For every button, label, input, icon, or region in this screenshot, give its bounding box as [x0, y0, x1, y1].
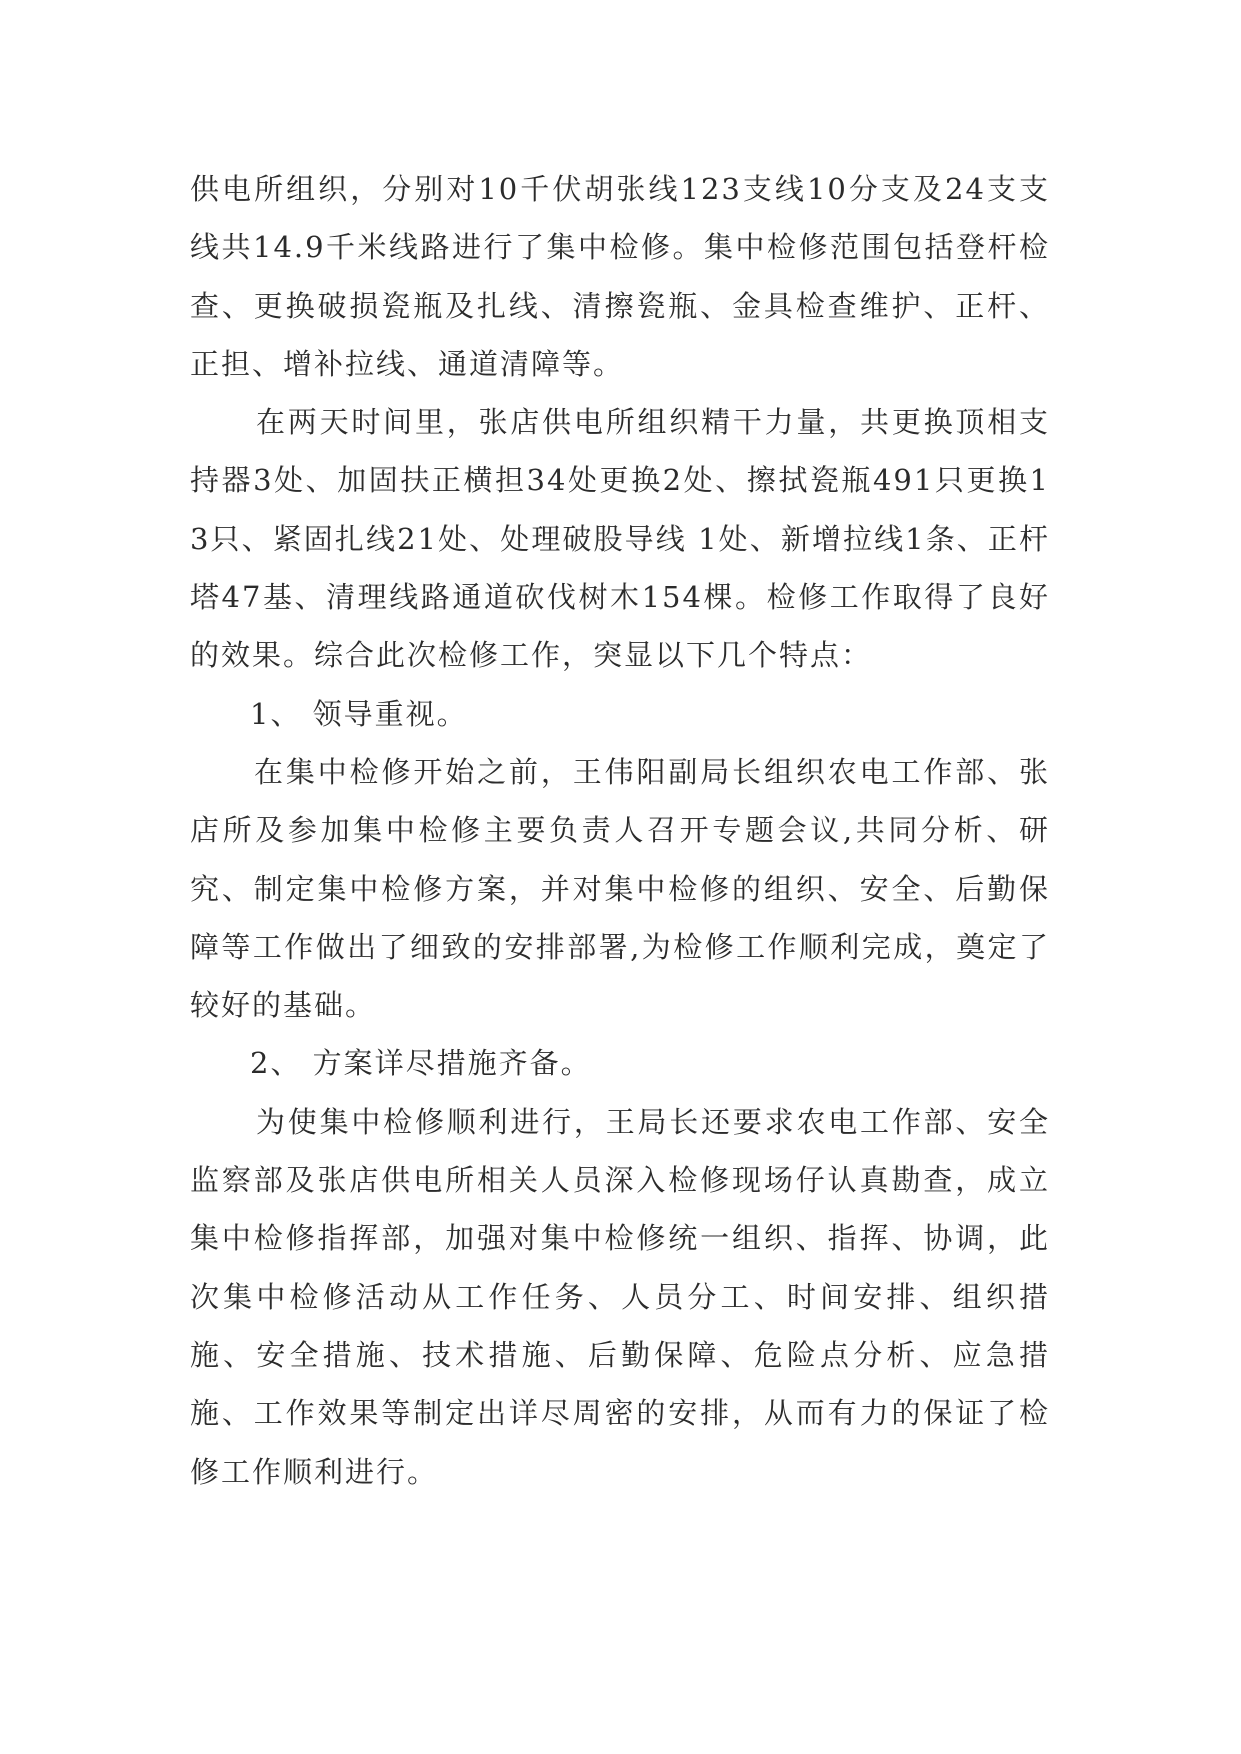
paragraph-leadership: 在集中检修开始之前，王伟阳副局长组织农电工作部、张店所及参加集中检修主要负责人召开专题会议,共同分析、研究、制定集中检修方案，并对集中检修的组织、安全、后勤保障等工作做出了细致的安排部署,为检修工作顺利完成，奠定了较好的基础。 [190, 754, 1050, 1023]
paragraph-work-summary: 在两天时间里，张店供电所组织精干力量，共更换顶相支持器3处、加固扶正横担34处更换2处、擦拭瓷瓶491只更换13只、紧固扎线21处、处理破股导线 1处、新增拉线1条、正杆塔47基、清理线路通道砍伐树木154棵。检修工作取得了良好的效果。综合此次检修工作，突显以下几个特点： [190, 405, 1050, 673]
paragraph-plan: 为使集中检修顺利进行，王局长还要求农电工作部、安全监察部及张店供电所相关人员深入检修现场仔认真勘查，成立集中检修指挥部，加强对集中检修统一组织、指挥、协调，此次集中检修活动从工作任务、人员分工、时间安排、组织措施、安全措施、技术措施、后勤保障、危险点分析、应急措施、工作效果等制定出详尽周密的安排，从而有力的保证了检修工作顺利进行。 [190, 1104, 1050, 1489]
list-item-leadership: 1、 领导重视。 [250, 696, 468, 731]
document-body [190, 160, 1050, 1501]
list-item-plan: 2、 方案详尽措施齐备。 [250, 1046, 592, 1081]
paragraph-continuation: 供电所组织，分别对10千伏胡张线123支线10分支及24支支线共14.9千米线路进行了集中检修。集中检修范围包括登杆检查、更换破损瓷瓶及扎线、清擦瓷瓶、金具检查维护、正杆、正担、增补拉线、通道清障等。 [190, 172, 1050, 381]
